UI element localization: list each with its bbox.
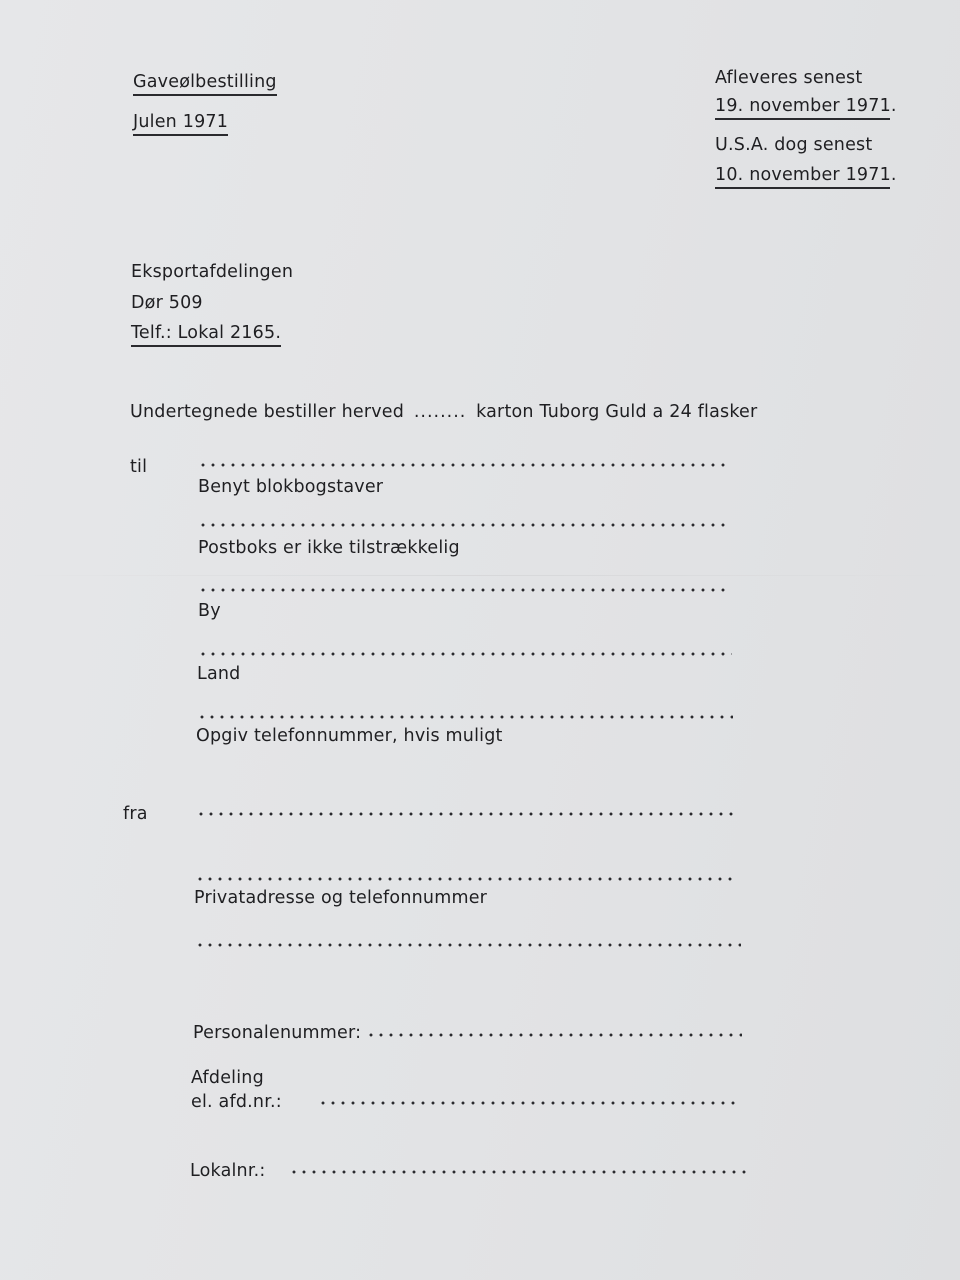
sender-name-field[interactable] xyxy=(196,812,736,816)
order-line xyxy=(130,402,757,422)
department-name: Eksportafdelingen xyxy=(131,262,294,282)
form-title: Gaveølbestilling xyxy=(133,72,277,96)
recipient-address-hint: Postboks er ikke tilstrækkelig xyxy=(198,538,460,558)
order-quantity-dots: ........ xyxy=(413,402,467,422)
recipient-country-field[interactable] xyxy=(198,652,732,656)
local-number-label: Lokalnr.: xyxy=(190,1161,266,1181)
form-subtitle: Julen 1971 xyxy=(133,112,228,136)
personnel-number-label: Personalenummer: xyxy=(193,1023,362,1043)
recipient-city-hint: By xyxy=(198,601,221,621)
personnel-number-field[interactable] xyxy=(366,1033,742,1037)
recipient-name-field[interactable] xyxy=(198,463,726,467)
recipient-country-hint: Land xyxy=(197,664,241,684)
recipient-label: til xyxy=(130,457,148,477)
department-number-field[interactable] xyxy=(318,1101,740,1105)
sender-label: fra xyxy=(123,804,148,824)
usa-deadline-date: 10. november 1971. xyxy=(715,165,890,189)
paper-fold xyxy=(0,575,960,576)
recipient-city-field[interactable] xyxy=(198,588,728,592)
recipient-address-field[interactable] xyxy=(198,523,728,527)
recipient-phone-hint: Opgiv telefonnummer, hvis muligt xyxy=(196,726,503,746)
deadline-label: Afleveres senest xyxy=(715,68,863,88)
recipient-name-hint: Benyt blokbogstaver xyxy=(198,477,384,497)
sender-private-hint: Privatadresse og telefonnummer xyxy=(194,888,488,908)
department-field-label: Afdeling xyxy=(191,1068,264,1088)
deadline-date: 19. november 1971. xyxy=(715,96,890,120)
usa-deadline-label: U.S.A. dog senest xyxy=(715,135,873,155)
recipient-phone-field[interactable] xyxy=(197,715,733,719)
department-door: Dør 509 xyxy=(131,293,203,313)
department-phone: Telf.: Lokal 2165. xyxy=(131,323,281,347)
local-number-field[interactable] xyxy=(289,1170,747,1174)
sender-phone-field[interactable] xyxy=(195,943,741,947)
department-number-label: el. afd.nr.: xyxy=(191,1092,282,1112)
sender-address-field[interactable] xyxy=(195,877,737,881)
order-prefix: Undertegnede bestiller herved xyxy=(130,402,405,422)
order-suffix: karton Tuborg Guld a 24 flasker xyxy=(476,402,758,422)
